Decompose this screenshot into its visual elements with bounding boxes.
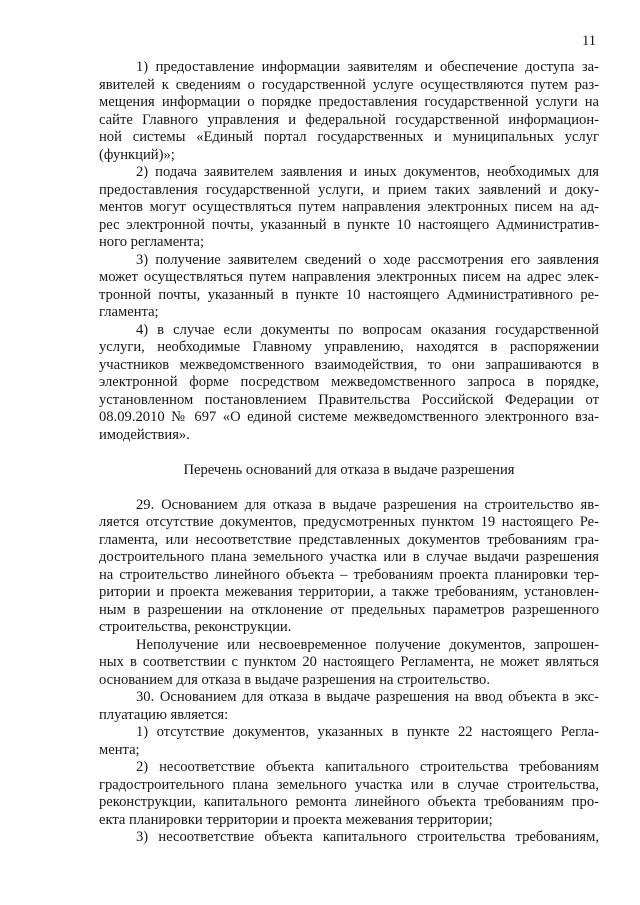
text-line: 3) получение заявителем сведений о ходе рассмотрения его заявления — [136, 251, 599, 268]
text-line: ляется отсутствие документов, предусмотренных пунктом 19 настоящего Ре- — [99, 514, 599, 530]
text-line: 1) предоставление информации заявителям и обеспечение доступа за- — [136, 59, 599, 75]
text-line: достроительного плана земельного участка или в случае выдачи разрешения — [99, 549, 599, 565]
text-line: предоставления государственной услуги, и прием таких заявлений и доку- — [99, 181, 599, 198]
text-line: екта планировки территории и проекта межевания территории; — [99, 811, 493, 828]
text-line: 2) подача заявителем заявления и иных документов, необходимых для — [136, 164, 599, 180]
text-line: имодействия». — [99, 426, 190, 443]
text-line: установленном постановлением Правительства Российской Федерации от — [99, 391, 599, 408]
text-line: Неполучение или несвоевременное получение документов, запрошен- — [136, 636, 599, 653]
text-line: плуатацию является: — [99, 706, 229, 723]
text-line: явителей к сведениям о государственной услуге осуществляются путем раз- — [99, 76, 599, 93]
text-line: ной системы «Единый портал государственных и муниципальных услуг — [99, 129, 599, 145]
page-number: 11 — [581, 33, 596, 49]
text-line: электронной форме посредством межведомственного запроса в порядке, — [99, 374, 599, 390]
text-line: гламента; — [99, 304, 159, 320]
text-line: 1) отсутствие документов, указанных в пункте 22 настоящего Регла- — [136, 724, 599, 740]
text-line: 08.09.2010 № 697 «О единой системе межведомственного электронного вза- — [99, 409, 599, 425]
clause-30-item-1 — [99, 724, 599, 759]
text-line: строительства, реконструкции. — [99, 619, 292, 635]
clause-29-note — [99, 637, 599, 690]
text-line: ных в соответствии с пунктом 20 настоящего Регламента, не может являться — [99, 654, 599, 670]
text-line: сайте Главного управления и федеральной государственной информацион- — [99, 111, 599, 128]
clause-29 — [99, 497, 599, 637]
text-line: 4) в случае если документы по вопросам оказания государственной — [136, 321, 599, 338]
text-line: реконструкции, капитального ремонта линейного объекта требованиям про- — [99, 794, 599, 810]
clause-30 — [99, 689, 599, 724]
text-line: 29. Основанием для отказа в выдаче разрешения на строительство яв- — [136, 496, 599, 513]
text-line: 3) несоответствие объекта капитального строительства требованиям, — [136, 829, 599, 845]
text-line: мента; — [99, 741, 140, 758]
text-line: гламента, или несоответствие представленных документов требованиям гра- — [99, 531, 599, 548]
list-item-1 — [99, 59, 599, 164]
clause-30-item-3 — [99, 829, 599, 847]
document-body — [99, 59, 599, 847]
list-item-4 — [99, 322, 599, 445]
clause-30-item-2 — [99, 759, 599, 829]
section-heading: Перечень оснований для отказа в выдаче разрешения — [183, 461, 515, 478]
text-line: участников межведомственного взаимодействия, то они запрашиваются в — [99, 356, 599, 373]
text-line: ным в разрешении на отклонение от предельных параметров разрешенного — [99, 601, 599, 618]
text-line: рес электронной почты, указанный в пункте 10 настоящего Административ- — [99, 216, 599, 233]
list-item-3 — [99, 252, 599, 322]
text-line: может осуществляться путем направления электронных писем на адрес элек- — [99, 269, 599, 285]
text-line: ментов могут осуществляться путем направления электронных писем на ад- — [99, 199, 599, 215]
list-item-2 — [99, 164, 599, 252]
text-line: на строительство линейного объекта – требованиям проекта планировки тер- — [99, 566, 599, 583]
text-line: основанием для отказа в выдаче разрешения на строительство. — [99, 671, 490, 688]
text-line: (функций)»; — [99, 146, 175, 163]
text-line: ного регламента; — [99, 234, 205, 250]
text-line: 30. Основанием для отказа в выдаче разрешения на ввод объекта в экс- — [136, 689, 599, 705]
text-line: тронной почты, указанный в пункте 10 настоящего Административного ре- — [99, 286, 599, 303]
text-line: 2) несоответствие объекта капитального строительства требованиям — [136, 759, 599, 775]
text-line: ритории и проекта межевания территории, а также требованиям, установлен- — [99, 584, 599, 600]
text-line: мещения информации о порядке предоставления государственной услуги на — [99, 94, 599, 110]
text-line: услуги, необходимые Главному управлению, находятся в распоряжении — [99, 339, 599, 355]
text-line: градостроительного плана земельного участка или в случае строительства, — [99, 776, 599, 793]
